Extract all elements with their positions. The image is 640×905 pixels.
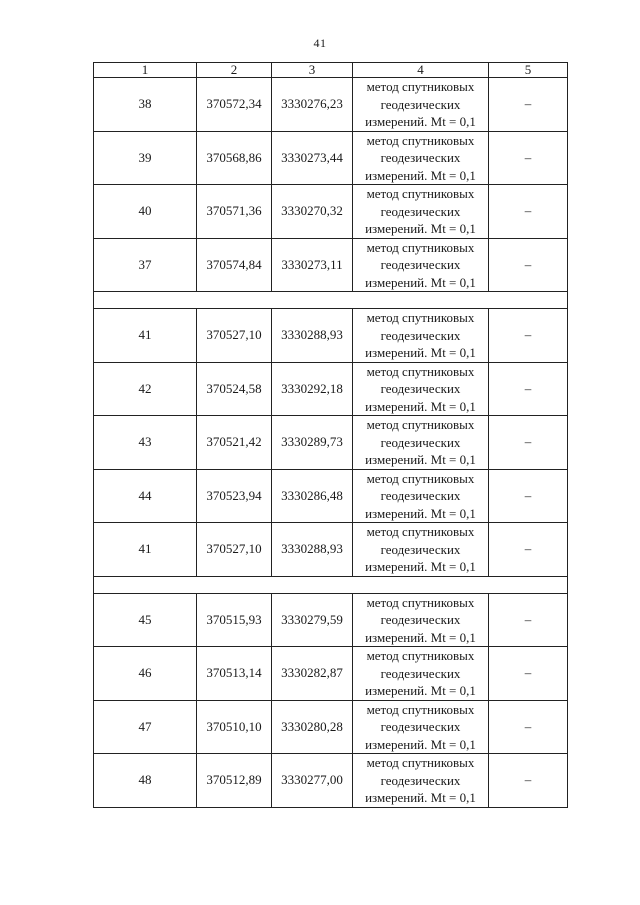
group-separator-row <box>94 576 568 593</box>
method-cell: метод спутниковых геодезических измерений. Mt = 0,1 <box>353 647 489 701</box>
column-header: 3 <box>272 63 353 78</box>
point-number-cell: 45 <box>94 593 197 647</box>
point-number-cell: 43 <box>94 416 197 470</box>
method-cell: метод спутниковых геодезических измерений. Mt = 0,1 <box>353 416 489 470</box>
y-coordinate-cell: 3330273,44 <box>272 131 353 185</box>
y-coordinate-cell: 3330277,00 <box>272 754 353 808</box>
method-cell: метод спутниковых геодезических измерений. Mt = 0,1 <box>353 131 489 185</box>
method-cell: метод спутниковых геодезических измерений. Mt = 0,1 <box>353 362 489 416</box>
y-coordinate-cell: 3330279,59 <box>272 593 353 647</box>
point-number-cell: 48 <box>94 754 197 808</box>
table-row <box>94 131 568 185</box>
method-cell: метод спутниковых геодезических измерений. Mt = 0,1 <box>353 469 489 523</box>
point-number-cell: 41 <box>94 523 197 577</box>
table-row <box>94 309 568 363</box>
table-row <box>94 700 568 754</box>
point-number-cell: 46 <box>94 647 197 701</box>
header-row <box>94 63 568 78</box>
point-number-cell: 37 <box>94 238 197 292</box>
group-separator-row <box>94 292 568 309</box>
column-header: 2 <box>197 63 272 78</box>
point-number-cell: 39 <box>94 131 197 185</box>
point-number-cell: 42 <box>94 362 197 416</box>
x-coordinate-cell: 370527,10 <box>197 523 272 577</box>
y-coordinate-cell: 3330292,18 <box>272 362 353 416</box>
x-coordinate-cell: 370512,89 <box>197 754 272 808</box>
method-cell: метод спутниковых геодезических измерений. Mt = 0,1 <box>353 754 489 808</box>
method-cell: метод спутниковых геодезических измерений. Mt = 0,1 <box>353 309 489 363</box>
y-coordinate-cell: 3330289,73 <box>272 416 353 470</box>
x-coordinate-cell: 370515,93 <box>197 593 272 647</box>
note-cell: – <box>489 362 568 416</box>
note-cell: – <box>489 185 568 239</box>
note-cell: – <box>489 647 568 701</box>
table-row <box>94 754 568 808</box>
x-coordinate-cell: 370574,84 <box>197 238 272 292</box>
y-coordinate-cell: 3330280,28 <box>272 700 353 754</box>
table-row <box>94 523 568 577</box>
table-row <box>94 416 568 470</box>
column-header: 1 <box>94 63 197 78</box>
y-coordinate-cell: 3330288,93 <box>272 523 353 577</box>
column-header: 4 <box>353 63 489 78</box>
method-cell: метод спутниковых геодезических измерений. Mt = 0,1 <box>353 700 489 754</box>
x-coordinate-cell: 370572,34 <box>197 78 272 132</box>
x-coordinate-cell: 370527,10 <box>197 309 272 363</box>
x-coordinate-cell: 370523,94 <box>197 469 272 523</box>
note-cell: – <box>489 238 568 292</box>
y-coordinate-cell: 3330270,32 <box>272 185 353 239</box>
note-cell: – <box>489 309 568 363</box>
y-coordinate-cell: 3330276,23 <box>272 78 353 132</box>
y-coordinate-cell: 3330286,48 <box>272 469 353 523</box>
y-coordinate-cell: 3330273,11 <box>272 238 353 292</box>
point-number-cell: 44 <box>94 469 197 523</box>
method-cell: метод спутниковых геодезических измерений. Mt = 0,1 <box>353 185 489 239</box>
note-cell: – <box>489 700 568 754</box>
x-coordinate-cell: 370513,14 <box>197 647 272 701</box>
point-number-cell: 38 <box>94 78 197 132</box>
table-row <box>94 469 568 523</box>
table-row <box>94 647 568 701</box>
y-coordinate-cell: 3330288,93 <box>272 309 353 363</box>
point-number-cell: 40 <box>94 185 197 239</box>
x-coordinate-cell: 370510,10 <box>197 700 272 754</box>
x-coordinate-cell: 370521,42 <box>197 416 272 470</box>
separator-cell <box>94 576 568 593</box>
note-cell: – <box>489 131 568 185</box>
coordinates-table <box>93 62 568 808</box>
point-number-cell: 47 <box>94 700 197 754</box>
method-cell: метод спутниковых геодезических измерений. Mt = 0,1 <box>353 593 489 647</box>
note-cell: – <box>489 469 568 523</box>
separator-cell <box>94 292 568 309</box>
method-cell: метод спутниковых геодезических измерений. Mt = 0,1 <box>353 238 489 292</box>
x-coordinate-cell: 370568,86 <box>197 131 272 185</box>
x-coordinate-cell: 370571,36 <box>197 185 272 239</box>
table-row <box>94 593 568 647</box>
method-cell: метод спутниковых геодезических измерений. Mt = 0,1 <box>353 523 489 577</box>
note-cell: – <box>489 754 568 808</box>
note-cell: – <box>489 416 568 470</box>
table-body <box>94 63 568 808</box>
x-coordinate-cell: 370524,58 <box>197 362 272 416</box>
point-number-cell: 41 <box>94 309 197 363</box>
note-cell: – <box>489 523 568 577</box>
y-coordinate-cell: 3330282,87 <box>272 647 353 701</box>
table-row <box>94 78 568 132</box>
column-header: 5 <box>489 63 568 78</box>
table-row <box>94 362 568 416</box>
method-cell: метод спутниковых геодезических измерений. Mt = 0,1 <box>353 78 489 132</box>
note-cell: – <box>489 78 568 132</box>
table-row <box>94 185 568 239</box>
table-row <box>94 238 568 292</box>
note-cell: – <box>489 593 568 647</box>
page-number: 41 <box>313 36 327 50</box>
